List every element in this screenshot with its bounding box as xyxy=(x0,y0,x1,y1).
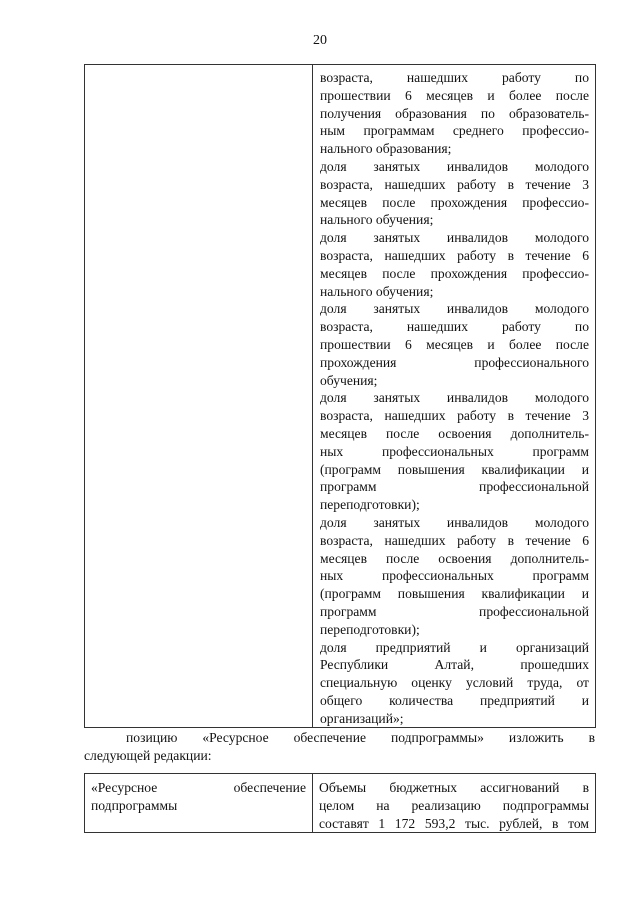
indicator-text-line: доля предприятий и организаций xyxy=(320,639,589,655)
instruction-line-2: следующей редакции: xyxy=(84,747,212,763)
indicator-text-line: программ профессиональной xyxy=(320,603,589,619)
indicators-table xyxy=(84,64,596,728)
indicator-text-line: доля занятых инвалидов молодого xyxy=(320,230,589,246)
indicator-text-line: возраста, нашедших работу в течение 6 xyxy=(320,532,589,548)
indicator-text-line: месяцев после прохождения профессио- xyxy=(320,265,589,281)
indicators-table-left-cell xyxy=(85,65,313,728)
indicator-text-line: доля занятых инвалидов молодого xyxy=(320,301,589,317)
indicator-text-line: возраста, нашедших работу в течение 3 xyxy=(320,408,589,424)
indicator-text-line: доля занятых инвалидов молодого xyxy=(320,158,589,174)
indicator-text-line: возраста, нашедших работу по xyxy=(320,70,589,85)
resources-table-right-cell xyxy=(313,774,596,833)
indicator-text-line: (программ повышения квалификации и xyxy=(320,461,589,477)
indicators-table-right-cell xyxy=(313,65,596,728)
indicator-text-line: нального обучения; xyxy=(320,283,434,299)
instruction-line-1: позицию «Ресурсное обеспечение подпрограммы» изложить в xyxy=(126,730,595,745)
indicator-text-line: ных профессиональных программ xyxy=(320,568,589,584)
indicator-text-line: Республики Алтай, прошедших xyxy=(320,657,589,673)
indicator-text-line: возраста, нашедших работу по xyxy=(320,319,589,335)
indicator-text-line: ным программам среднего профессио- xyxy=(320,123,589,139)
resources-left-line-1: «Ресурсное обеспечение xyxy=(91,780,306,795)
indicator-text-line: ных профессиональных программ xyxy=(320,443,589,459)
indicator-text-line: возраста, нашедших работу в течение 3 xyxy=(320,176,589,192)
indicator-text-line: месяцев после освоения дополнитель- xyxy=(320,425,589,441)
indicator-text-line: нального образования; xyxy=(320,141,452,157)
resources-right-line: целом на реализацию подпрограммы xyxy=(319,797,589,813)
indicator-text-line: возраста, нашедших работу в течение 6 xyxy=(320,247,589,263)
indicator-text-line: нального обучения; xyxy=(320,212,434,228)
indicator-text-line: получения образования по образователь- xyxy=(320,105,589,121)
resources-right-line: составят 1 172 593,2 тыс. рублей, в том xyxy=(319,815,589,831)
indicator-text-line: специальную оценку условий труда, от xyxy=(320,675,589,691)
indicator-text-line: переподготовки); xyxy=(320,621,420,637)
instruction-paragraph xyxy=(84,729,595,765)
indicator-text-line: (программ повышения квалификации и xyxy=(320,586,589,602)
resources-right-line: Объемы бюджетных ассигнований в xyxy=(319,780,589,795)
resources-table-left-cell xyxy=(85,774,313,833)
indicator-text-line: месяцев после прохождения профессио- xyxy=(320,194,589,210)
indicator-text-line: организаций»; xyxy=(320,710,404,726)
page-number: 20 xyxy=(313,33,327,48)
resources-table xyxy=(84,773,596,833)
indicator-text-line: обучения; xyxy=(320,372,378,388)
indicator-text-line: прошествии 6 месяцев и более после xyxy=(320,336,589,352)
resources-left-line-2: подпрограммы xyxy=(91,797,178,813)
indicator-text-line: доля занятых инвалидов молодого xyxy=(320,514,589,530)
indicator-text-line: прохождения профессионального xyxy=(320,354,589,370)
indicator-text-line: месяцев после освоения дополнитель- xyxy=(320,550,589,566)
indicator-text-line: программ профессиональной xyxy=(320,479,589,495)
indicator-text-line: доля занятых инвалидов молодого xyxy=(320,390,589,406)
indicator-text-line: общего количества предприятий и xyxy=(320,692,589,708)
indicator-text-line: прошествии 6 месяцев и более после xyxy=(320,87,589,103)
indicator-text-line: переподготовки); xyxy=(320,497,420,513)
